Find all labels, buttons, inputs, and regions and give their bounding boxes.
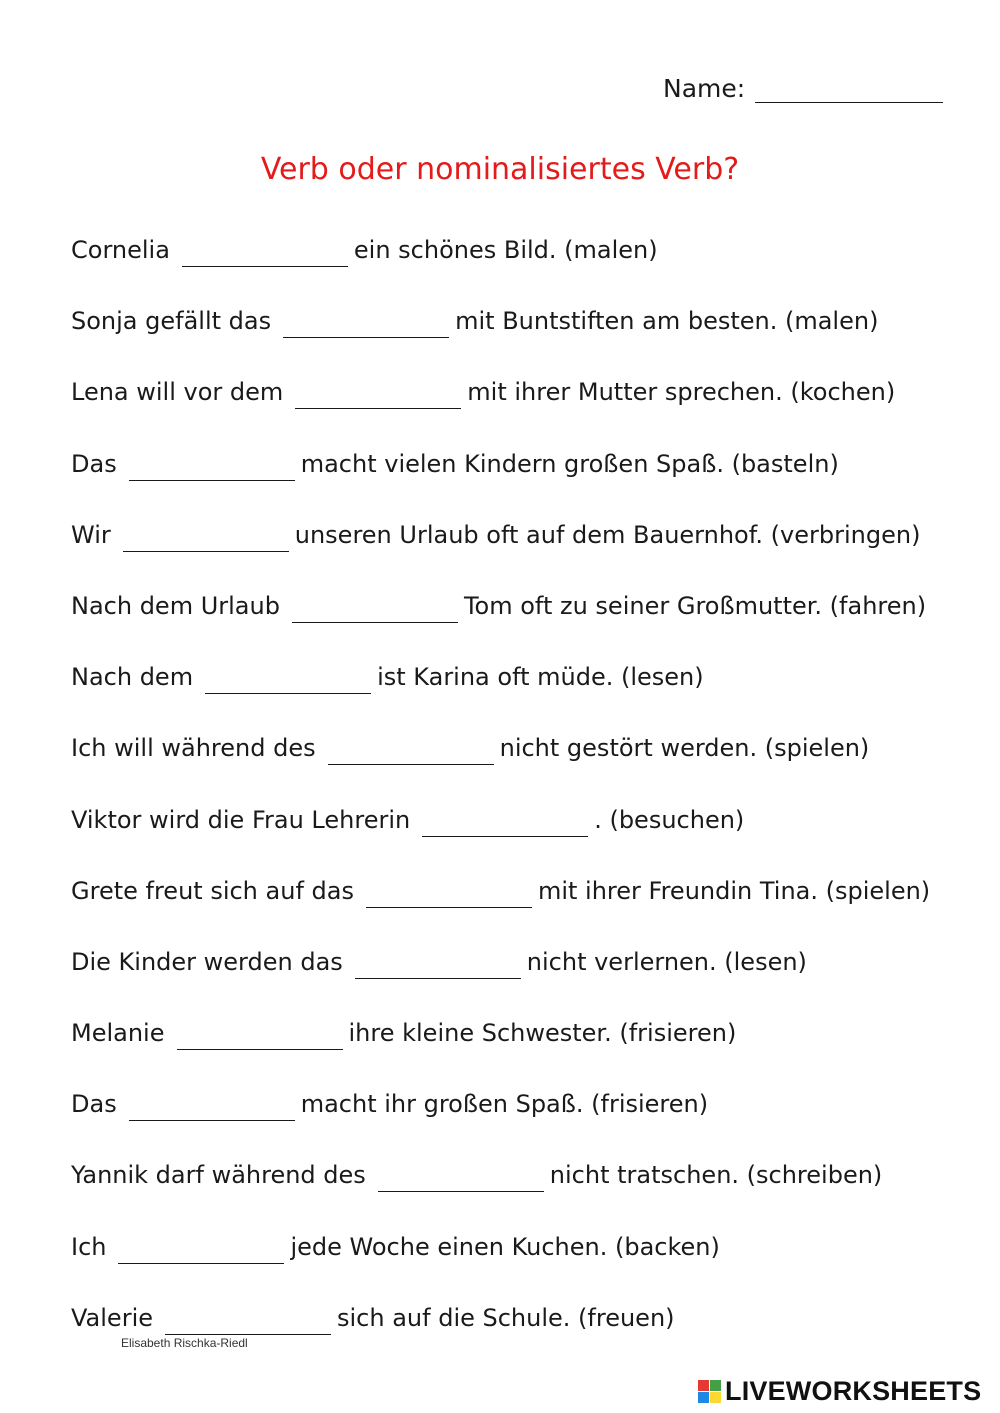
sentence-end: jede Woche einen Kuchen. (backen): [290, 1232, 720, 1261]
sentence-start: Sonja gefällt das: [71, 307, 272, 336]
sentence-row: [71, 663, 971, 734]
sentence-row: [71, 948, 971, 1019]
logo-square: [698, 1380, 709, 1391]
page-title: Verb oder nominalisiertes Verb?: [260, 152, 740, 187]
name-field-row: [663, 74, 943, 103]
answer-blank[interactable]: [129, 450, 295, 481]
sentence-start: Viktor wird die Frau Lehrerin: [71, 805, 411, 834]
sentence-row: [71, 1161, 971, 1232]
sentence-start: Ich: [71, 1232, 107, 1261]
sentence-row: [71, 1019, 971, 1090]
sentence-start: Das: [71, 449, 117, 478]
sentence-end: mit ihrer Mutter sprechen. (kochen): [467, 378, 896, 407]
sentence-start: Yannik darf während des: [71, 1161, 366, 1190]
sentence-end: nicht verlernen. (lesen): [526, 947, 807, 976]
answer-blank[interactable]: [295, 378, 461, 409]
sentence-start: Nach dem Urlaub: [71, 591, 280, 620]
sentence-end: macht vielen Kindern großen Spaß. (basteln): [300, 449, 839, 478]
author-credit: Elisabeth Rischka-Riedl: [121, 1336, 248, 1350]
liveworksheets-logo-icon: [698, 1380, 721, 1403]
answer-blank[interactable]: [205, 663, 371, 694]
sentence-end: ihre kleine Schwester. (frisieren): [348, 1019, 737, 1048]
sentence-start: Lena will vor dem: [71, 378, 284, 407]
sentence-start: Die Kinder werden das: [71, 947, 343, 976]
sentence-row: [71, 450, 971, 521]
sentence-start: Ich will während des: [71, 734, 316, 763]
sentence-row: [71, 521, 971, 592]
sentence-start: Wir: [71, 520, 111, 549]
answer-blank[interactable]: [283, 307, 449, 338]
sentence-start: Melanie: [71, 1019, 165, 1048]
sentence-end: Tom oft zu seiner Großmutter. (fahren): [463, 591, 927, 620]
sentence-end: macht ihr großen Spaß. (frisieren): [300, 1090, 709, 1119]
sentence-row: [71, 236, 971, 307]
sentence-row: [71, 1090, 971, 1161]
answer-blank[interactable]: [292, 592, 458, 623]
logo-square: [710, 1392, 721, 1403]
sentence-end: nicht gestört werden. (spielen): [499, 734, 870, 763]
answer-blank[interactable]: [123, 521, 289, 552]
sentence-end: nicht tratschen. (schreiben): [549, 1161, 883, 1190]
exercise-list: [71, 236, 971, 1375]
name-input-line[interactable]: [755, 74, 943, 103]
answer-blank[interactable]: [165, 1304, 331, 1335]
answer-blank[interactable]: [355, 948, 521, 979]
sentence-start: Cornelia: [71, 236, 170, 264]
sentence-end: mit Buntstiften am besten. (malen): [455, 307, 879, 336]
name-label: Name:: [663, 74, 746, 103]
answer-blank[interactable]: [177, 1019, 343, 1050]
logo-square: [710, 1380, 721, 1391]
brand-footer[interactable]: [698, 1376, 981, 1407]
answer-blank[interactable]: [422, 806, 588, 837]
sentence-start: Valerie: [71, 1303, 153, 1332]
sentence-start: Nach dem: [71, 663, 194, 692]
sentence-end: ein schönes Bild. (malen): [353, 236, 658, 264]
sentence-row: [71, 734, 971, 805]
brand-name: LIVEWORKSHEETS: [725, 1376, 982, 1406]
answer-blank[interactable]: [366, 877, 532, 908]
sentence-row: [71, 307, 971, 378]
sentence-row: [71, 592, 971, 663]
sentence-row: [71, 1233, 971, 1304]
answer-blank[interactable]: [182, 236, 348, 267]
sentence-end: ist Karina oft müde. (lesen): [377, 663, 704, 692]
answer-blank[interactable]: [129, 1090, 295, 1121]
sentence-end: . (besuchen): [594, 805, 745, 834]
sentence-row: [71, 378, 971, 449]
sentence-start: Das: [71, 1090, 117, 1119]
answer-blank[interactable]: [118, 1233, 284, 1264]
sentence-row: [71, 806, 971, 877]
sentence-end: mit ihrer Freundin Tina. (spielen): [537, 876, 931, 905]
sentence-end: sich auf die Schule. (freuen): [337, 1303, 675, 1332]
logo-square: [698, 1392, 709, 1403]
answer-blank[interactable]: [328, 734, 494, 765]
answer-blank[interactable]: [378, 1161, 544, 1192]
sentence-start: Grete freut sich auf das: [71, 876, 354, 905]
sentence-row: [71, 877, 971, 948]
sentence-end: unseren Urlaub oft auf dem Bauernhof. (verbringen): [294, 520, 921, 549]
